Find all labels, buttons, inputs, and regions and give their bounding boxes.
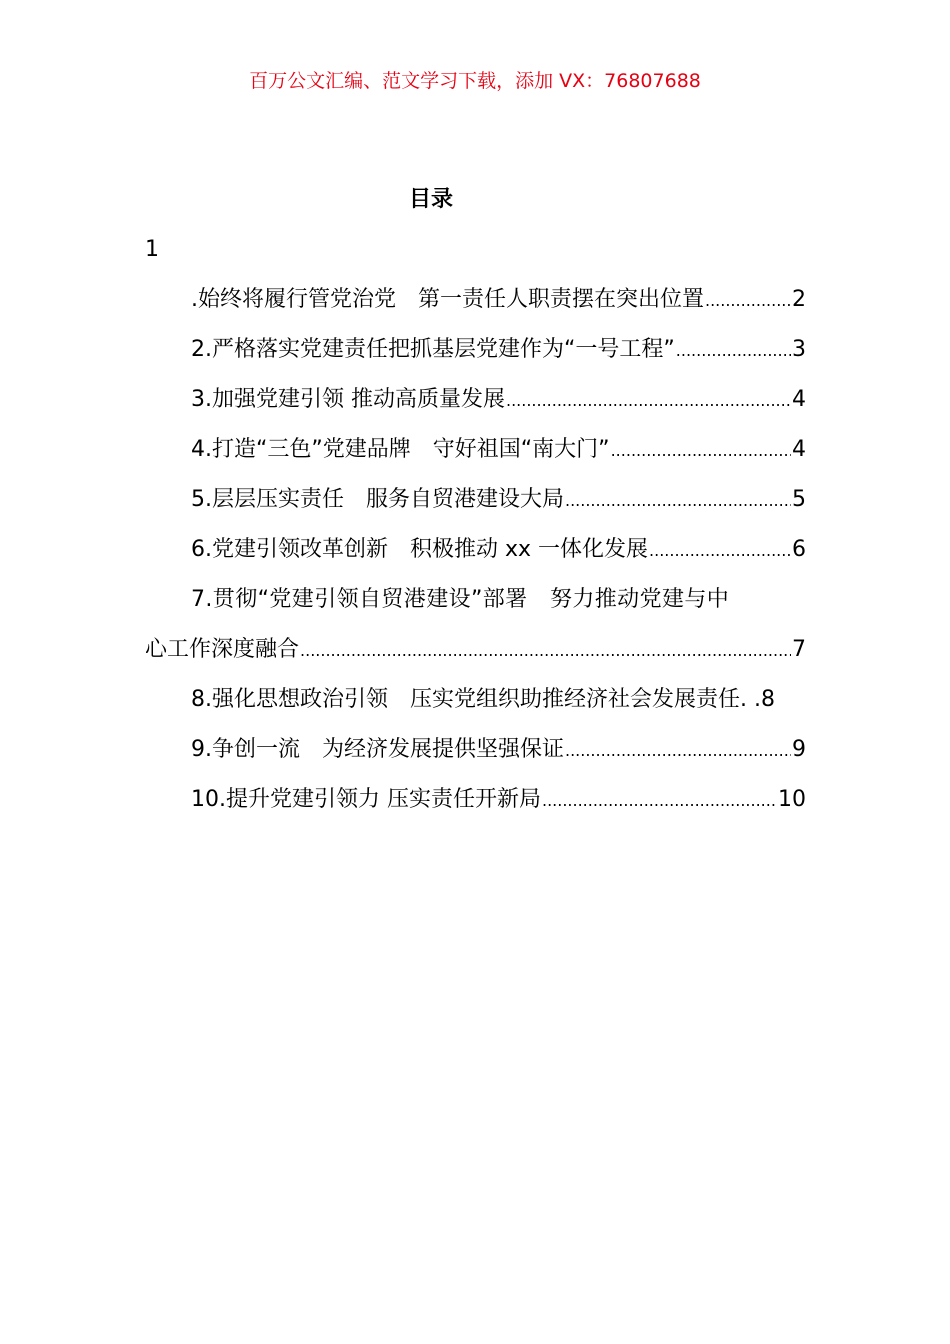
toc-leader-dots (565, 485, 791, 517)
toc-leader-dots (676, 335, 791, 367)
toc-entry[interactable] (145, 684, 806, 734)
toc-entry-label: 3.加强党建引领 推动高质量发展 (191, 387, 505, 412)
toc-entry-label: .始终将履行管党治党 第一责任人职责摆在突出位置 (191, 287, 704, 312)
toc-entry[interactable] (145, 284, 806, 334)
toc-entry-page: 4 (792, 387, 806, 412)
toc-entry-label: 5.层层压实责任 服务自贸港建设大局 (191, 487, 564, 512)
toc-entry-label: 10.提升党建引领力 压实责任开新局 (191, 787, 541, 812)
toc-entry[interactable] (145, 334, 806, 384)
toc-entry-label: 2.严格落实党建责任把抓基层党建作为“一号工程” (191, 337, 675, 362)
toc-entry-page: 4 (792, 437, 806, 462)
toc-entry[interactable] (145, 434, 806, 484)
toc-entry-page: 7 (792, 637, 806, 662)
toc-leader-dots (506, 385, 791, 417)
toc-entry-label: 7.贯彻“党建引领自贸港建设”部署 努力推动党建与中 (191, 587, 730, 612)
toc-entry-page: 10 (778, 787, 806, 812)
toc-entry-page: 8 (760, 687, 775, 712)
toc-leader-dots (565, 735, 791, 767)
toc-leader-dots (611, 435, 791, 467)
page-title: 目录 (408, 187, 453, 212)
toc-entry[interactable] (145, 784, 806, 834)
toc-entry-label: 6.党建引领改革创新 积极推动 xx 一体化发展 (191, 537, 649, 562)
toc-leader-dots (542, 785, 777, 817)
toc-entry-page: 9 (792, 737, 806, 762)
toc-entry[interactable] (145, 734, 806, 784)
table-of-contents (145, 284, 806, 834)
toc-entry[interactable] (145, 484, 806, 534)
toc-entry-page: 3 (792, 337, 806, 362)
toc-entry-page: 5 (792, 487, 806, 512)
watermark-header: 百万公文汇编、范文学习下载，添加 VX：76807688 (249, 70, 701, 92)
toc-leader-dots (705, 285, 791, 317)
toc-leader-dots (300, 635, 791, 667)
toc-entry[interactable] (145, 534, 806, 584)
toc-entry-wrapped-line2[interactable] (145, 634, 806, 684)
toc-entry-label: 4.打造“三色”党建品牌 守好祖国“南大门” (191, 437, 610, 462)
toc-entry-wrapped-line1[interactable] (145, 584, 806, 634)
toc-entry-page: 6 (792, 537, 806, 562)
toc-entry-label: 9.争创一流 为经济发展提供坚强保证 (191, 737, 564, 762)
toc-entry[interactable] (145, 384, 806, 434)
toc-entry-label: 心工作深度融合 (145, 637, 300, 662)
toc-entry-label: 8.强化思想政治引领 压实党组织助推经济社会发展责任. . (191, 687, 761, 712)
toc-entry-page: 2 (792, 287, 806, 312)
toc-leader-dots (649, 535, 791, 567)
toc-first-number: 1 (145, 237, 159, 262)
